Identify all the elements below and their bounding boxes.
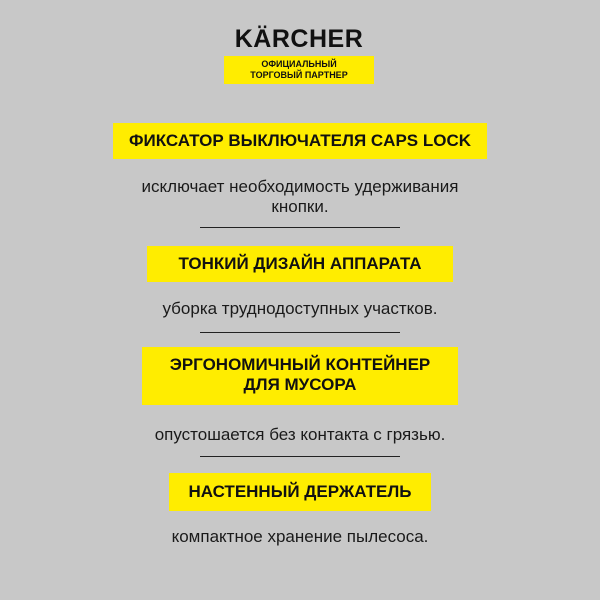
partner-badge xyxy=(224,56,374,84)
feature-desc-line: компактное хранение пылесоса. xyxy=(171,527,429,546)
feature-desc-line: уборка труднодоступных участков. xyxy=(162,299,438,318)
feature-desc-slim-design xyxy=(0,299,600,319)
karcher-logo xyxy=(224,25,374,84)
feature-heading-text: ФИКСАТОР ВЫКЛЮЧАТЕЛЯ CAPS LOCK xyxy=(128,131,472,150)
feature-desc-line: кнопки. xyxy=(271,197,329,216)
feature-heading-slim-design xyxy=(147,246,453,282)
partner-line-2: ТОРГОВЫЙ ПАРТНЕР xyxy=(250,70,348,80)
feature-heading-wall-holder xyxy=(169,473,431,511)
divider xyxy=(200,456,400,457)
divider xyxy=(200,332,400,333)
feature-desc-line: опустошается без контакта с грязью. xyxy=(154,425,446,444)
feature-heading-container xyxy=(142,347,458,405)
feature-desc-wall-holder xyxy=(0,527,600,547)
feature-heading-text: НАСТЕННЫЙ ДЕРЖАТЕЛЬ xyxy=(188,482,412,501)
feature-desc-line: исключает необходимость удерживания xyxy=(141,177,459,196)
feature-heading-caps-lock xyxy=(113,123,487,159)
feature-desc-container xyxy=(0,425,600,445)
feature-heading-text: ДЛЯ МУСОРА xyxy=(243,375,357,394)
feature-desc-caps-lock xyxy=(0,177,600,217)
brand-name: KÄRCHER xyxy=(234,25,364,53)
feature-heading-text: ЭРГОНОМИЧНЫЙ КОНТЕЙНЕР xyxy=(169,355,431,374)
partner-line-1: ОФИЦИАЛЬНЫЙ xyxy=(261,59,337,69)
feature-heading-text: ТОНКИЙ ДИЗАЙН АППАРАТА xyxy=(178,254,422,273)
divider xyxy=(200,227,400,228)
